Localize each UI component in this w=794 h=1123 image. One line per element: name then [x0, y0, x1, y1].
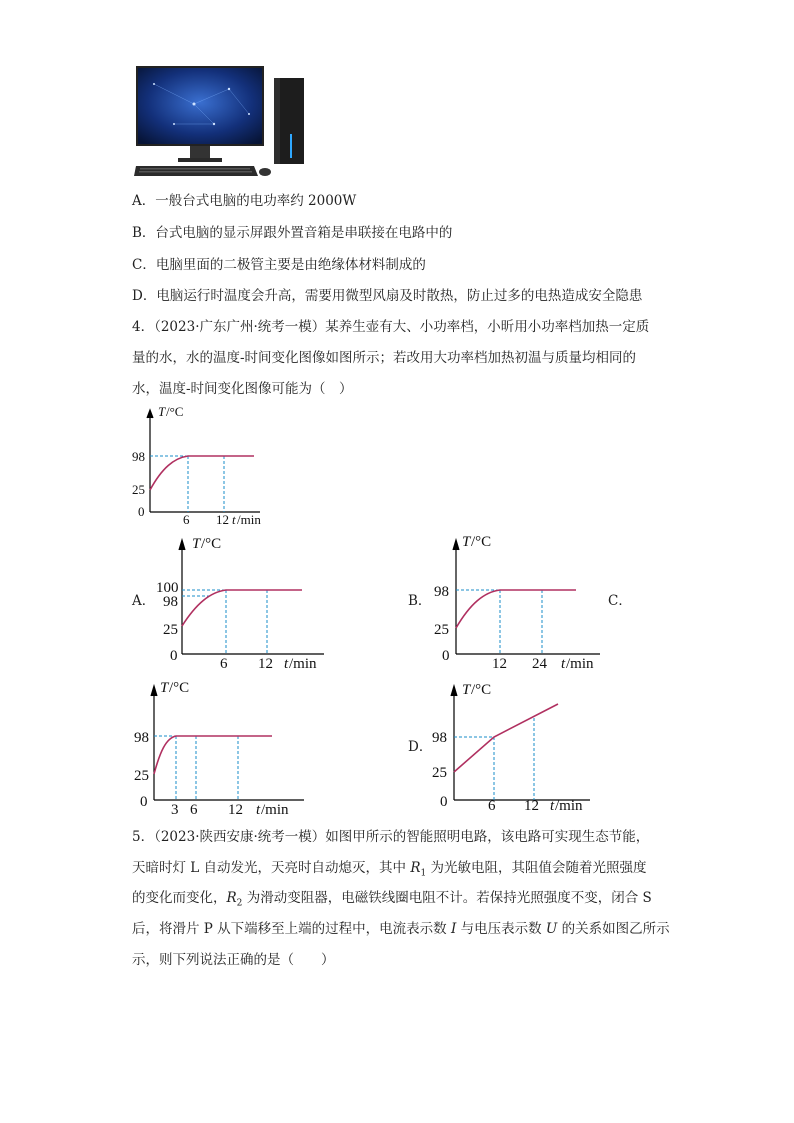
svg-text:25: 25 — [432, 765, 447, 781]
option-3b: B．台式电脑的显示屏跟外置音箱是串联接在电路中的 — [132, 225, 453, 241]
svg-text:/°C: /°C — [201, 536, 222, 552]
q5-line1: 5．（2023·陕西安康·统考一模）如图甲所示的智能照明电路，该电路可实现生态节能， — [132, 829, 650, 845]
svg-text:T: T — [462, 682, 471, 698]
svg-text:98: 98 — [432, 730, 447, 746]
svg-text:100: 100 — [156, 580, 179, 596]
label-c: C． — [608, 593, 632, 609]
q5-line2: 天暗时灯 L 自动发光，天亮时自动熄灭，其中 $R_1$ 为光敏电阻，其阻值会随着光照强度 — [132, 860, 647, 879]
tick-6: 6 — [183, 512, 190, 527]
svg-text:t: t — [550, 798, 555, 814]
tick-12: 12 — [216, 512, 229, 527]
svg-text:0: 0 — [140, 794, 148, 810]
label-b: B． — [408, 593, 432, 609]
x-axis-unit: /min — [237, 512, 261, 527]
svg-text:t: t — [284, 656, 289, 672]
graph-d — [430, 676, 600, 818]
svg-text:12: 12 — [492, 656, 507, 672]
svg-text:/min: /min — [261, 802, 289, 818]
tick-98: 98 — [132, 449, 145, 464]
graph-c — [134, 676, 314, 818]
svg-text:T: T — [462, 534, 471, 550]
svg-text:/°C: /°C — [471, 682, 492, 698]
svg-text:3: 3 — [171, 802, 179, 818]
svg-text:25: 25 — [134, 768, 149, 784]
monitor-screen — [138, 68, 262, 144]
option-3a: A．一般台式电脑的电功率约 2000W — [132, 193, 357, 209]
graph-b — [430, 530, 610, 672]
mouse — [259, 168, 271, 176]
option-3d: D．电脑运行时温度会升高，需要用微型风扇及时散热，防止过多的电热造成安全隐患 — [132, 288, 643, 304]
svg-text:0: 0 — [170, 648, 178, 664]
svg-text:T: T — [160, 680, 169, 696]
svg-text:6: 6 — [220, 656, 228, 672]
q4-line3: 水，温度-时间变化图像可能为（ ） — [132, 381, 353, 397]
svg-text:24: 24 — [532, 656, 547, 672]
x-axis-title: t — [232, 512, 236, 527]
tick-25: 25 — [132, 482, 145, 497]
svg-text:25: 25 — [434, 622, 449, 638]
curve — [150, 456, 254, 490]
svg-text:6: 6 — [488, 798, 496, 814]
y-axis-title: T — [158, 404, 166, 419]
computer-illustration — [134, 64, 306, 179]
q5-line4: 后，将滑片 P 从下端移至上端的过程中，电流表示数 I 与电压表示数 U 的关系如图乙所示 — [132, 921, 670, 937]
q4-line2: 量的水，水的温度-时间变化图像如图所示；若改用大功率档加热初温与质量均相同的 — [132, 350, 637, 366]
svg-text:98: 98 — [134, 730, 149, 746]
computer-figure — [134, 64, 306, 179]
svg-text:12: 12 — [228, 802, 243, 818]
svg-text:6: 6 — [190, 802, 198, 818]
label-a: A． — [132, 593, 156, 609]
y-axis-unit: /°C — [166, 404, 184, 419]
svg-text:98: 98 — [434, 584, 449, 600]
svg-text:t: t — [256, 802, 261, 818]
svg-text:T: T — [192, 536, 201, 552]
q4-line1: 4．（2023·广东广州·统考一模）某养生壶有大、小功率档，小昕用小功率档加热一定质 — [132, 319, 650, 335]
given-graph — [132, 402, 282, 530]
tick-0: 0 — [138, 504, 145, 519]
svg-text:/min: /min — [555, 798, 583, 814]
svg-text:98: 98 — [163, 594, 178, 610]
svg-text:t: t — [561, 656, 566, 672]
svg-text:/°C: /°C — [169, 680, 190, 696]
svg-text:0: 0 — [442, 648, 450, 664]
svg-text:25: 25 — [163, 622, 178, 638]
graph-a — [154, 530, 334, 672]
q5-line3: 的变化而变化，$R_2$ 为滑动变阻器，电磁铁线圈电阻不计。若保持光照强度不变，闭合 S — [132, 890, 652, 909]
svg-text:0: 0 — [440, 794, 448, 810]
option-3c: C．电脑里面的二极管主要是由绝缘体材料制成的 — [132, 257, 426, 273]
svg-text:/min: /min — [289, 656, 317, 672]
svg-text:12: 12 — [258, 656, 273, 672]
monitor-stand — [190, 146, 210, 158]
q5-line5: 示，则下列说法正确的是（ ） — [132, 952, 335, 968]
svg-text:12: 12 — [524, 798, 539, 814]
svg-text:/°C: /°C — [471, 534, 492, 550]
svg-text:/min: /min — [566, 656, 594, 672]
label-d: D． — [408, 739, 433, 755]
